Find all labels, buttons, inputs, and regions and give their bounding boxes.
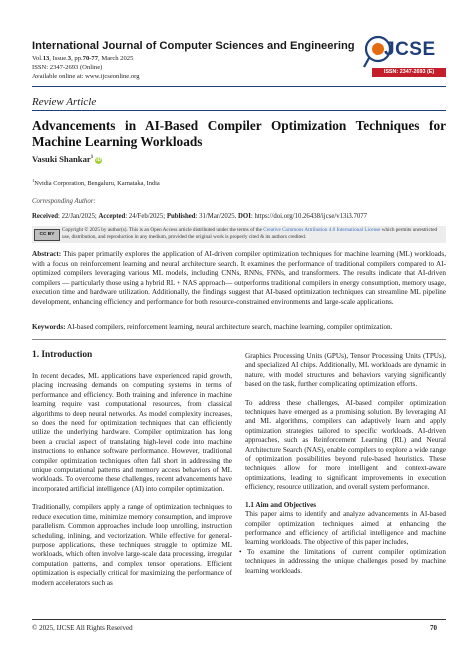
orcid-icon[interactable]: iD [96,157,102,163]
right-column [239,352,446,576]
logo-issn: ISSN: 2347-2693 (E) [372,68,446,77]
logo-text: JCSE [384,39,436,60]
type-rule [32,110,446,111]
affiliation: $^1$Nvidia Corporation, Bengaluru, Karnataka, India [32,178,160,188]
intro-paragraph-2: Traditionally, compilers apply a range of optimization techniques to reduce execution time, minimize memory consumption, and improve parallelism. Common approaches include loop unrolling, instruction scheduling, inlining, and vectorization. While effective for general-purpose applications, these techniques struggle to optimize ML workloads, which often involve large-scale data processing, irregular computation patterns, and complex tensor operations. Efficient optimization is especially critical for maximizing the performance of modern accelerators such as [32,503,232,587]
dates-line: Received: 22/Jan/2025; Accepted: 24/Feb/2025; Published: 31/Mar/2025. DOI: https://doi.org/10.26438/ijcse/v13i3.7077 [32,213,368,220]
availability-line: Available online at: www.ijcseonline.org [32,73,140,80]
left-column [32,372,232,588]
page-number: 70 [430,624,437,632]
doi-link[interactable]: : https://doi.org/10.26438/ijcse/v13i3.7077 [250,213,368,220]
volume-line: Vol.13, Issue.3, pp.70-77, March 2025 [32,55,134,62]
journal-title: International Journal of Computer Sciences and Engineering [32,40,355,52]
abstract: Abstract: This paper primarily explores the application of AI-driven compiler optimization techniques for machine learning (ML) workloads, with a focus on reinforcement learning and neural architecture search. It examines the performance of traditional compilers compared to AI-optimized compilers leveraging various ML models, including CNNs, RNNs, FNNs, and transformers. The results indicate that AI-driven compilers — particularly those using a hybrid RL + NAS approach— outperforms traditional compilers in energy consumption, memory usage, execution time and hardware utilization. Additionally, the findings suggest that AI-based optimization techniques can streamline ML pipeline development, enhancing efficiency and performance for both resource-constrained environments and large-scale applications. [32,250,446,306]
article-title: Advancements in AI-Based Compiler Optimization Techniques for Machine Learning Workloads [32,118,446,149]
section-heading: 1. Introduction [32,350,93,360]
license-text: Copyright © 2025 by author(s). This is an Open Access article distributed under the terms of the Creative Commons Attribution 4.0 International License which permits unrestricted use, distribution, and reproduction in any medium, provided the original work is properly cited & its authors credited. [62,227,438,240]
author: Vasuki Shankar$^1$ iD [32,154,102,164]
cc-by-badge[interactable]: CC BY [34,229,60,241]
license-link[interactable]: Creative Commons Attribution 4.0 International License [263,227,381,233]
subsection-heading: 1.1 Aim and Objectives [245,500,317,509]
footer-rule [32,619,446,620]
objective-bullet: • To examine the limitations of current compiler optimization techniques in addressing the unique challenges posed by machine learning workloads. [239,547,446,575]
footer-copyright: © 2025, IJCSE All Rights Reserved [32,624,133,632]
intro-paragraph-1: In recent decades, ML applications have experienced rapid growth, placing increasing demands on computing systems in terms of performance and efficiency. Both training and inference in machine learning require vast computational resources, from classical algorithms to deep neural networks. As model complexity increases, so does the need for optimization techniques that can efficiently utilize the underlying hardware. Compiler optimization has long been a crucial aspect of translating high-level code into machine instructions to enhance software performance. However, traditional compiler optimization techniques often fall short in addressing the unique computational patterns and memory access behaviors of ML workloads. To overcome these challenges, recent advancements have incorporated artificial intelligence (AI) into compiler optimization. [32,372,232,493]
intro-paragraph-5: This paper aims to identify and analyze advancements in AI-based compiler optimization techniques aimed at enhancing the performance and efficiency of artificial intelligence and machine learning workloads. The objective of this paper includes, [245,510,446,547]
issn-line: ISSN: 2347-2693 (Online) [32,64,103,71]
article-type: Review Article [32,96,97,108]
intro-paragraph-3: Graphics Processing Units (GPUs), Tensor Processing Units (TPUs), and specialized AI chips. Additionally, ML workloads are dynamic in nature, with model structures and behaviors varying significantly based on the task, further complicating optimization efforts. [245,352,446,389]
intro-paragraph-4: To address these challenges, AI-based compiler optimization techniques have emerged as a promising solution. By leveraging AI and ML algorithms, compilers can adaptively learn and apply optimization strategies tailored to specific workloads. AI-driven approaches, such as Reinforcement Learning (RL) and Neural Architecture Search (NAS), enable compilers to explore a wide range of optimization possibilities beyond rule-based heuristics. These techniques allow for more intelligent and context-aware optimizations, leading to significant improvements in execution efficiency, resource utilization, and overall system performance. [245,398,446,492]
header-rule [32,86,446,87]
section-rule [32,339,446,340]
corresponding-author: Corresponding Author: [32,198,96,205]
journal-logo [360,33,448,81]
keywords: Keywords: AI-based compilers, reinforcement learning, neural architecture search, machine learning, compiler optimization. [32,323,393,331]
